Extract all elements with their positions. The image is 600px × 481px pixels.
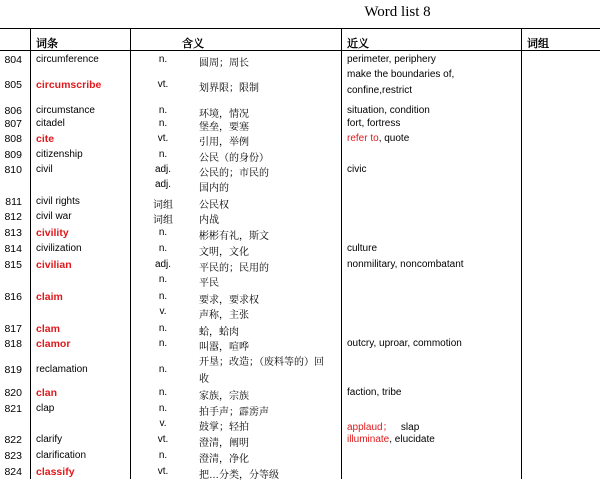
meaning: 划界限；限制 [199, 83, 259, 94]
table-row [0, 290, 600, 304]
part-of-speech: n. [158, 450, 168, 461]
table-row [0, 322, 600, 336]
meaning: 文明，文化 [199, 247, 249, 258]
part-of-speech: 词组 [153, 200, 173, 211]
table-row [0, 416, 600, 431]
header-synonym: 近义 [347, 38, 369, 50]
table-row [0, 385, 600, 400]
part-of-speech: n. [158, 323, 168, 334]
entry-number: 811 [5, 196, 22, 208]
entry-number: 823 [4, 450, 22, 462]
synonym-highlight: illuminate [347, 434, 390, 445]
meaning: 堡垒，要塞 [199, 122, 249, 133]
table-row [0, 226, 600, 240]
table-row [0, 69, 600, 101]
entry-word: civil rights [36, 196, 80, 207]
entry-number: 808 [4, 133, 22, 145]
entry-word: clarify [36, 434, 63, 445]
table-row [0, 432, 600, 447]
meaning: 引用，举例 [199, 137, 249, 148]
entry-word: civil [36, 164, 53, 175]
part-of-speech: n. [158, 54, 168, 65]
entry-word: citizenship [36, 149, 83, 160]
synonyms [347, 418, 419, 433]
table-row [0, 448, 600, 463]
meaning: 公民的；市民的 [199, 168, 269, 179]
meaning: 圆周；周长 [199, 58, 249, 69]
table-row [0, 337, 600, 351]
entry-word: clap [36, 403, 55, 414]
table-row [0, 464, 600, 479]
meaning: 国内的 [199, 183, 229, 194]
part-of-speech: n. [158, 403, 168, 414]
table-row [0, 148, 600, 162]
entry-number: 810 [4, 164, 22, 176]
meaning: 平民的；民用的 [199, 263, 269, 274]
entry-number: 824 [4, 466, 22, 478]
entry-number: 813 [4, 227, 22, 239]
meaning: 叫嚣，喧哗 [199, 342, 249, 353]
part-of-speech: n. [158, 118, 168, 129]
meaning: 开垦；改造；（废料等的）回 [199, 357, 324, 368]
part-of-speech: v. [159, 306, 167, 317]
entry-number: 812 [4, 211, 22, 223]
meaning: 把…分类，分等级 [199, 470, 279, 481]
entry-word: clam [36, 323, 60, 335]
entry-number: 818 [4, 338, 22, 350]
page-title: Word list 8 [364, 4, 431, 20]
meaning: 彬彬有礼，斯文 [199, 231, 269, 242]
part-of-speech: v. [159, 418, 167, 429]
entry-number: 815 [4, 259, 22, 271]
meaning: 拍手声；霹雳声 [199, 407, 269, 418]
synonym-text: slap [392, 422, 420, 433]
part-of-speech: adj. [154, 164, 172, 175]
synonyms: culture [347, 243, 378, 254]
table-row [0, 117, 600, 131]
entry-number: 804 [4, 54, 22, 66]
entry-word: civil war [36, 211, 72, 222]
table-row [0, 132, 600, 146]
table-row [0, 353, 600, 386]
entry-word: clamor [36, 338, 71, 350]
part-of-speech: n. [158, 291, 168, 302]
meaning: 收 [199, 374, 209, 385]
meaning: 澄清，净化 [199, 454, 249, 465]
synonym-highlight: applaud； [347, 422, 393, 433]
part-of-speech: vt. [157, 133, 169, 144]
synonyms: fort, fortress [347, 118, 401, 129]
meaning: 公民（的身份） [199, 153, 269, 164]
table-row [0, 273, 600, 287]
entry-number: 819 [4, 364, 22, 376]
header-word: 词条 [36, 38, 58, 50]
table-row [0, 53, 600, 67]
synonym-text: , elucidate [389, 434, 435, 445]
entry-number: 817 [4, 323, 22, 335]
part-of-speech: n. [158, 227, 168, 238]
meaning: 声称，主张 [199, 310, 249, 321]
part-of-speech: n. [158, 387, 168, 398]
synonyms: outcry, uproar, commotion [347, 338, 462, 349]
part-of-speech: n. [158, 149, 168, 160]
meaning: 平民 [199, 278, 219, 289]
meaning: 环境，情况 [199, 109, 249, 120]
entry-word: civilian [36, 259, 72, 271]
entry-number: 822 [4, 434, 22, 446]
synonyms: make the boundaries of, [347, 69, 455, 80]
entry-word: circumstance [36, 105, 95, 116]
table-row [0, 258, 600, 272]
synonyms: situation, condition [347, 105, 430, 116]
entry-number: 816 [4, 291, 22, 303]
table-row [0, 242, 600, 256]
meaning: 蛤，蛤肉 [199, 327, 239, 338]
synonyms [347, 133, 409, 144]
part-of-speech: vt. [157, 434, 169, 445]
part-of-speech: n. [158, 338, 168, 349]
table-row [0, 178, 600, 192]
entry-word: circumscribe [36, 79, 102, 91]
meaning: 家族，宗族 [199, 391, 249, 402]
meaning: 鼓掌；轻拍 [199, 422, 249, 433]
part-of-speech: n. [158, 274, 168, 285]
meaning: 内战 [199, 215, 219, 226]
synonyms: civic [347, 164, 367, 175]
synonyms: nonmilitary, noncombatant [347, 259, 464, 270]
entry-word: clarification [36, 450, 87, 461]
table-row [0, 210, 600, 224]
synonyms: faction, tribe [347, 387, 402, 398]
part-of-speech: 词组 [153, 215, 173, 226]
entry-word: civility [36, 227, 69, 239]
entry-number: 807 [4, 118, 22, 130]
synonyms: confine,restrict [347, 85, 413, 96]
synonyms [347, 434, 435, 445]
meaning: 要求，要求权 [199, 295, 259, 306]
entry-number: 806 [4, 105, 22, 117]
entry-word: citadel [36, 118, 65, 129]
part-of-speech: vt. [157, 466, 169, 477]
entry-number: 814 [4, 243, 22, 255]
entry-number: 809 [4, 149, 22, 161]
meaning: 澄清，阐明 [199, 438, 249, 449]
entry-number: 821 [4, 403, 22, 415]
table-row [0, 195, 600, 209]
table-row [0, 163, 600, 177]
entry-number: 820 [4, 387, 22, 399]
entry-word: civilization [36, 243, 82, 254]
entry-number: 805 [4, 79, 22, 91]
synonyms: perimeter, periphery [347, 54, 436, 65]
part-of-speech: n. [158, 243, 168, 254]
table-top-border [0, 28, 600, 29]
entry-word: claim [36, 291, 63, 303]
entry-word: circumference [36, 54, 99, 65]
table-row [0, 401, 600, 416]
meaning: 公民权 [199, 200, 229, 211]
entry-word: clan [36, 387, 58, 399]
table-row [0, 103, 600, 118]
header-divider [0, 50, 600, 51]
header-group: 词组 [527, 38, 549, 50]
synonym-highlight: refer to [347, 133, 379, 144]
header-meaning: 含义 [182, 38, 204, 50]
part-of-speech: adj. [154, 259, 172, 270]
part-of-speech: vt. [157, 79, 169, 90]
synonym-text: , quote [378, 133, 410, 144]
part-of-speech: n. [158, 105, 168, 116]
part-of-speech: n. [158, 364, 168, 375]
table-row [0, 305, 600, 319]
entry-word: cite [36, 133, 55, 145]
entry-word: reclamation [36, 364, 88, 375]
part-of-speech: adj. [154, 179, 172, 190]
entry-word: classify [36, 466, 75, 478]
